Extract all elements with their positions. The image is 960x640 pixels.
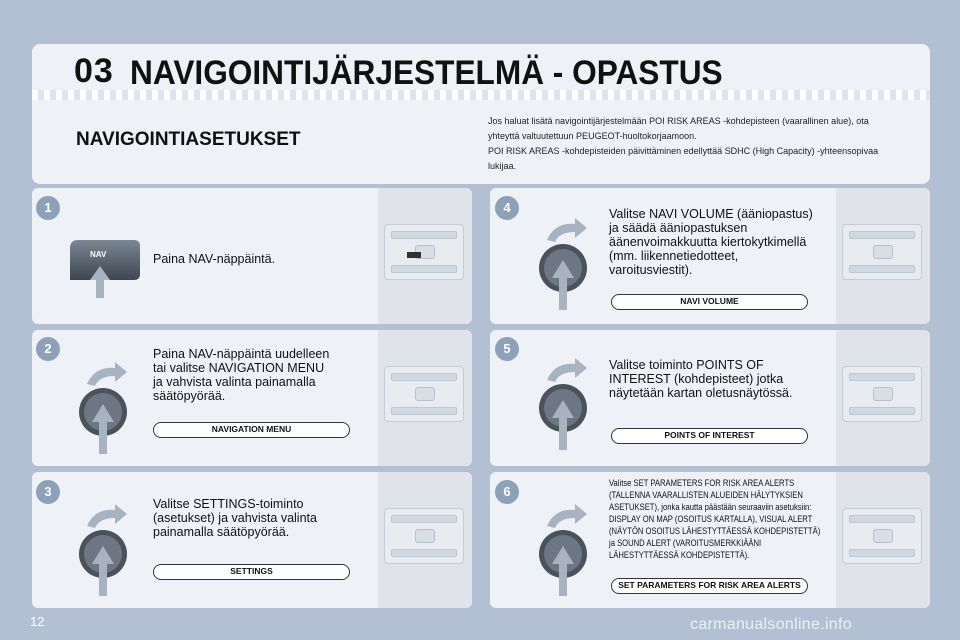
step-line: säätöpyörää. [153, 389, 226, 403]
step-3-text [153, 497, 317, 539]
chapter-number: 03 [74, 52, 114, 90]
rotary-dial-icon [75, 358, 135, 454]
step-4-text [609, 207, 813, 277]
rotate-arrow-icon [547, 504, 587, 528]
step-line: (NÄYTÖN OSOITUS LÄHESTYTTÄESSÄ KOHDEPISTETTÄ) [609, 526, 821, 536]
step-6-text [609, 477, 822, 561]
step-line: (asetukset) ja vahvista valinta [153, 511, 317, 525]
step-line: äänenvoimakkuutta kiertokytkimellä [609, 235, 807, 249]
step-line: Valitse SET PARAMETERS FOR RISK AREA ALERTS [609, 478, 795, 488]
step-line: tai valitse NAVIGATION MENU [153, 361, 325, 375]
radio-panel-icon [842, 224, 922, 280]
nav-key-label: NAV [90, 250, 107, 259]
step-number-badge: 4 [495, 196, 519, 220]
radio-panel-icon [384, 224, 464, 280]
intro-line: POI RISK AREAS -kohdepisteiden päivittäminen edellyttää SDHC (High Capacity) -yhteensopivaa [488, 146, 879, 156]
points-of-interest-button[interactable]: POINTS OF INTEREST [611, 428, 808, 444]
step-5-text [609, 358, 792, 400]
rotary-dial-icon [75, 500, 135, 596]
watermark: carmanualsonline.info [690, 616, 852, 633]
rotary-dial-icon [535, 500, 595, 596]
nav-key-icon [70, 240, 144, 298]
radio-panel-icon [842, 508, 922, 564]
rotate-arrow-icon [547, 218, 587, 242]
step-number-badge: 1 [36, 196, 60, 220]
step-line: varoitusviestit). [609, 263, 693, 277]
section-subtitle: NAVIGOINTIASETUKSET [76, 129, 301, 150]
step-line: ja säädä ääniopastuksen [609, 221, 748, 235]
step-number-badge: 6 [495, 480, 519, 504]
navi-volume-button[interactable]: NAVI VOLUME [611, 294, 808, 310]
set-parameters-risk-area-alerts-button[interactable]: SET PARAMETERS FOR RISK AREA ALERTS [611, 578, 808, 594]
step-line: LÄHESTYTTÄESSÄ KOHDEPISTETTÄ). [609, 550, 750, 560]
step-number-badge: 2 [36, 337, 60, 361]
step-line: (mm. liikennetiedotteet, [609, 249, 739, 263]
intro-line: yhteyttä valtuutettuun PEUGEOT-huoltokorjaamoon. [488, 131, 697, 141]
radio-panel-icon [384, 366, 464, 422]
rotate-arrow-icon [87, 362, 127, 386]
intro-text [488, 114, 918, 174]
step-line: näytetään kartan oletusnäytössä. [609, 386, 793, 400]
step-line: INTEREST (kohdepisteet) jotka [609, 372, 784, 386]
page-title: NAVIGOINTIJÄRJESTELMÄ - OPASTUS [130, 54, 723, 92]
radio-panel-icon [842, 366, 922, 422]
step-line: Valitse SETTINGS-toiminto [153, 497, 304, 511]
step-1-text [153, 252, 275, 266]
page-number: 12 [30, 614, 45, 629]
step-line: Valitse toiminto POINTS OF [609, 358, 764, 372]
step-line: (TALLENNA VAARALLISTEN ALUEIDEN HÄLYTYKSIEN [609, 490, 803, 500]
rotary-dial-icon [535, 214, 595, 310]
navigation-menu-button[interactable]: NAVIGATION MENU [153, 422, 350, 438]
step-line: Paina NAV-näppäintä uudelleen [153, 347, 330, 361]
rotary-dial-icon [535, 354, 595, 450]
step-number-badge: 5 [495, 337, 519, 361]
step-line: painamalla säätöpyörää. [153, 525, 290, 539]
intro-line: Jos haluat lisätä navigointijärjestelmään POI RISK AREAS -kohdepisteen (vaarallinen alue), ota [488, 116, 869, 126]
radio-panel-icon [384, 508, 464, 564]
step-2-text [153, 347, 329, 403]
rotate-arrow-icon [87, 504, 127, 528]
step-number-badge: 3 [36, 480, 60, 504]
step-line: ASETUKSET), jonka kautta päästään seuraaviin asetuksiin: [609, 502, 812, 512]
settings-button[interactable]: SETTINGS [153, 564, 350, 580]
step-line: ja SOUND ALERT (VAROITUSMERKKIÄÄNI [609, 538, 762, 548]
step-line: Paina NAV-näppäintä. [153, 252, 276, 266]
step-line: ja vahvista valinta painamalla [153, 375, 316, 389]
step-line: DISPLAY ON MAP (OSOITUS KARTALLA), VISUAL ALERT [609, 514, 813, 524]
step-line: Valitse NAVI VOLUME (ääniopastus) [609, 207, 813, 221]
rotate-arrow-icon [547, 358, 587, 382]
intro-line: lukijaa. [488, 161, 517, 171]
